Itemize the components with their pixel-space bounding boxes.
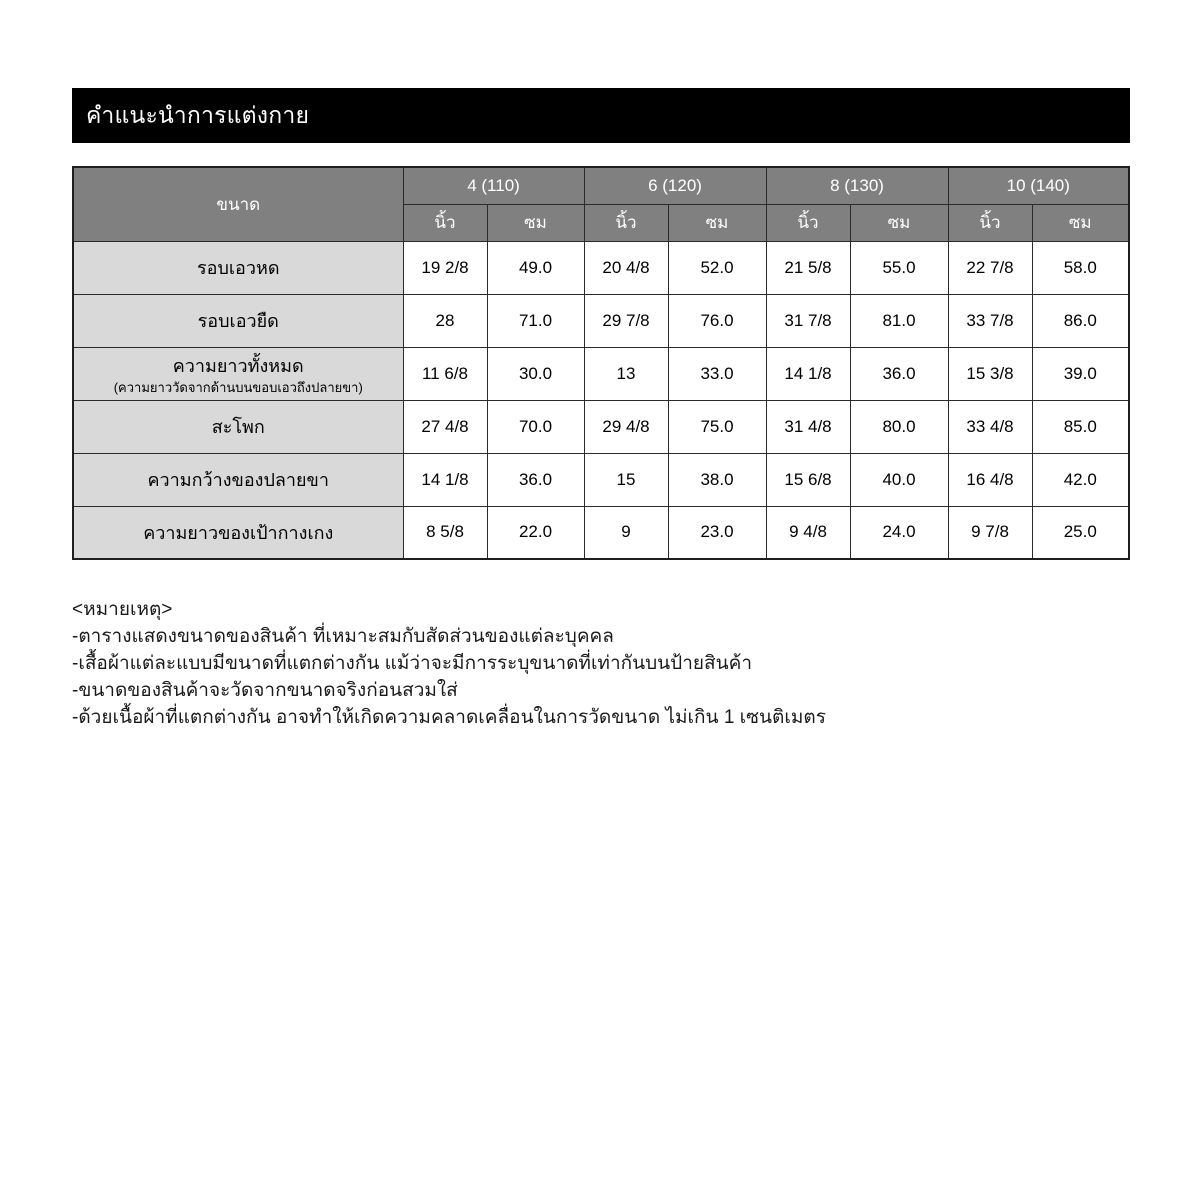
- cell-cm: 70.0: [487, 400, 584, 453]
- notes-section: [72, 596, 1132, 731]
- cell-inch: 15 3/8: [948, 347, 1032, 400]
- size-group-header: 10 (140): [948, 167, 1129, 204]
- cell-inch: 8 5/8: [403, 506, 487, 559]
- size-group-header: 8 (130): [766, 167, 948, 204]
- cell-inch: 13: [584, 347, 668, 400]
- page-title: คำแนะนำการแต่งกาย: [86, 101, 310, 128]
- cell-inch: 15 6/8: [766, 453, 850, 506]
- cell-inch: 33 7/8: [948, 294, 1032, 347]
- cell-inch: 29 4/8: [584, 400, 668, 453]
- table-row: [73, 347, 1129, 400]
- size-group-header: 4 (110): [403, 167, 584, 204]
- cell-cm: 25.0: [1032, 506, 1129, 559]
- notes-header: <หมายเหตุ>: [72, 599, 173, 620]
- cell-cm: 24.0: [850, 506, 948, 559]
- unit-header-inch: นิ้ว: [766, 204, 850, 241]
- unit-header-inch: นิ้ว: [948, 204, 1032, 241]
- row-label: รอบเอวหด: [73, 241, 403, 294]
- cell-cm: 71.0: [487, 294, 584, 347]
- cell-cm: 39.0: [1032, 347, 1129, 400]
- cell-inch: 19 2/8: [403, 241, 487, 294]
- cell-cm: 49.0: [487, 241, 584, 294]
- cell-cm: 76.0: [668, 294, 766, 347]
- cell-cm: 23.0: [668, 506, 766, 559]
- row-label-sub: (ความยาววัดจากด้านบนขอบเอวถึงปลายขา): [113, 380, 363, 396]
- row-label: รอบเอวยืด: [73, 294, 403, 347]
- cell-cm: 75.0: [668, 400, 766, 453]
- cell-cm: 80.0: [850, 400, 948, 453]
- table-header-row-sizes: [73, 167, 1129, 204]
- cell-inch: 31 7/8: [766, 294, 850, 347]
- cell-cm: 55.0: [850, 241, 948, 294]
- table-row: [73, 400, 1129, 453]
- cell-inch: 9 4/8: [766, 506, 850, 559]
- table-row: [73, 506, 1129, 559]
- unit-header-cm: ซม: [668, 204, 766, 241]
- cell-cm: 22.0: [487, 506, 584, 559]
- unit-header-cm: ซม: [850, 204, 948, 241]
- cell-inch: 31 4/8: [766, 400, 850, 453]
- cell-inch: 11 6/8: [403, 347, 487, 400]
- cell-cm: 42.0: [1032, 453, 1129, 506]
- cell-inch: 15: [584, 453, 668, 506]
- row-label: ความยาวของเป้ากางเกง: [73, 506, 403, 559]
- cell-inch: 20 4/8: [584, 241, 668, 294]
- size-group-header: 6 (120): [584, 167, 766, 204]
- cell-cm: 36.0: [850, 347, 948, 400]
- row-label-main: ความยาวทั้งหมด: [172, 356, 304, 377]
- note-line: -ขนาดของสินค้าจะวัดจากขนาดจริงก่อนสวมใส่: [72, 680, 458, 701]
- cell-inch: 21 5/8: [766, 241, 850, 294]
- cell-cm: 36.0: [487, 453, 584, 506]
- unit-header-inch: นิ้ว: [403, 204, 487, 241]
- unit-header-cm: ซม: [1032, 204, 1129, 241]
- unit-header-cm: ซม: [487, 204, 584, 241]
- cell-inch: 27 4/8: [403, 400, 487, 453]
- cell-cm: 81.0: [850, 294, 948, 347]
- row-label: สะโพก: [73, 400, 403, 453]
- note-line: -ด้วยเนื้อผ้าที่แตกต่างกัน อาจทำให้เกิดความคลาดเคลื่อนในการวัดขนาด ไม่เกิน 1 เซนติเมตร: [72, 707, 826, 728]
- cell-cm: 52.0: [668, 241, 766, 294]
- note-line: -ตารางแสดงขนาดของสินค้า ที่เหมาะสมกับสัดส่วนของแต่ละบุคคล: [72, 626, 614, 647]
- cell-inch: 9: [584, 506, 668, 559]
- row-label: [73, 347, 403, 400]
- corner-header-cell: ขนาด: [73, 167, 403, 241]
- cell-inch: 14 1/8: [766, 347, 850, 400]
- cell-inch: 14 1/8: [403, 453, 487, 506]
- cell-cm: 40.0: [850, 453, 948, 506]
- row-label: ความกว้างของปลายขา: [73, 453, 403, 506]
- cell-cm: 30.0: [487, 347, 584, 400]
- note-line: -เสื้อผ้าแต่ละแบบมีขนาดที่แตกต่างกัน แม้ว่าจะมีการระบุขนาดที่เท่ากันบนป้ายสินค้า: [72, 653, 752, 674]
- cell-cm: 38.0: [668, 453, 766, 506]
- cell-inch: 9 7/8: [948, 506, 1032, 559]
- cell-inch: 16 4/8: [948, 453, 1032, 506]
- cell-cm: 58.0: [1032, 241, 1129, 294]
- unit-header-inch: นิ้ว: [584, 204, 668, 241]
- title-bar: [72, 88, 1130, 143]
- table-row: [73, 294, 1129, 347]
- cell-inch: 28: [403, 294, 487, 347]
- size-table: [72, 166, 1130, 560]
- cell-cm: 33.0: [668, 347, 766, 400]
- cell-cm: 85.0: [1032, 400, 1129, 453]
- table-row: [73, 453, 1129, 506]
- table-row: [73, 241, 1129, 294]
- cell-inch: 29 7/8: [584, 294, 668, 347]
- cell-inch: 33 4/8: [948, 400, 1032, 453]
- cell-cm: 86.0: [1032, 294, 1129, 347]
- cell-inch: 22 7/8: [948, 241, 1032, 294]
